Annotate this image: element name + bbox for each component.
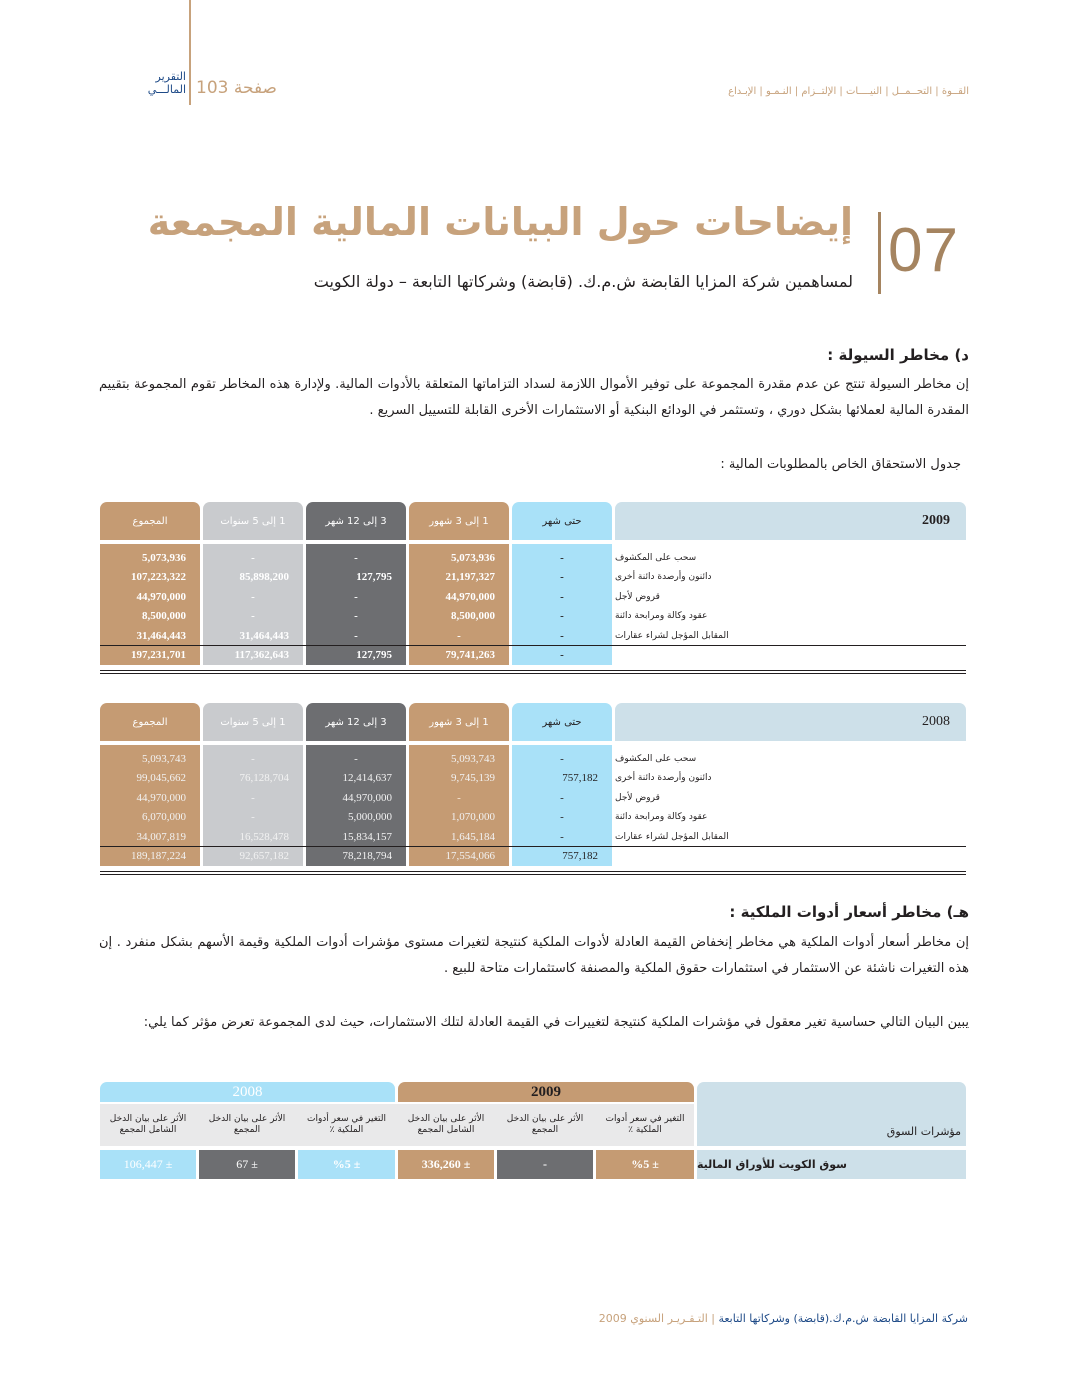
table-cell: 76,128,704 — [239, 772, 289, 784]
table-cell: 12,414,637 — [342, 772, 392, 784]
table-cell: 5,073,936 — [142, 551, 186, 564]
page-title: إيضاحات حول البيانات المالية المجمعة — [147, 200, 853, 244]
table-year-2009: 2009 — [615, 502, 966, 540]
report-label — [136, 70, 186, 96]
row-label: قروض لأجل — [615, 591, 660, 602]
section-number: 07 — [888, 216, 959, 285]
sensitivity-year-2008: 2008 — [100, 1082, 395, 1102]
row-label: المقابل المؤجل لشراء عقارات — [615, 831, 729, 842]
col-header-3-12-months: 3 إلى 12 شهر — [306, 703, 406, 741]
table-cell: - — [354, 629, 358, 642]
table-cell: - — [560, 752, 564, 765]
table-cell: 5,093,743 — [142, 752, 186, 765]
table-cell: 8,500,000 — [451, 610, 495, 622]
table-cell: - — [251, 551, 255, 564]
sensitivity-2008-comprehensive-header: الأثر على بيان الدخل الشامل المجمع — [109, 1114, 187, 1135]
table-cell: 15,834,157 — [342, 830, 392, 843]
table-cell: - — [560, 571, 564, 583]
total-row-line — [100, 645, 966, 646]
total-cell: 17,554,066 — [445, 850, 495, 862]
table-cell: 16,528,478 — [239, 830, 289, 843]
liquidity-heading: د) مخاطر السيولة : — [827, 346, 969, 364]
table-cell: 757,182 — [562, 772, 598, 784]
table-cell: - — [251, 752, 255, 765]
footer — [599, 1312, 968, 1325]
sensitivity-2009-comprehensive-value: 336,260 ± — [398, 1150, 494, 1179]
table-cell: - — [354, 551, 358, 564]
row-label: دائنون وأرصدة دائنة أخرى — [615, 773, 712, 783]
total-cell: 92,657,182 — [239, 850, 289, 862]
equity-paragraph-2: يبين البيان التالي حساسية تغير معقول في مؤشرات الملكية كنتيجة لتغييرات في القيمة العادلة لتلك الاستثمارات، حيث لدى المجموعة تعرض مؤثر كما يلي: — [143, 1015, 969, 1030]
table-cell: 44,970,000 — [342, 791, 392, 804]
row-label: دائنون وأرصدة دائنة أخرى — [615, 572, 712, 582]
sensitivity-2009-change-header: التغير في سعر أدوات الملكية ٪ — [605, 1114, 685, 1135]
table-cell: 34,007,819 — [136, 830, 186, 843]
table-cell: - — [457, 791, 461, 804]
table-cell: - — [251, 590, 255, 603]
col-header-3-12-months: 3 إلى 12 شهر — [306, 502, 406, 540]
row-label: سحب على المكشوف — [615, 753, 697, 764]
sensitivity-row-label: سوق الكويت للأوراق المالية — [697, 1150, 966, 1179]
table-separator — [100, 874, 966, 875]
sensitivity-year-2009: 2009 — [398, 1082, 694, 1102]
table-cell: - — [251, 791, 255, 804]
table-cell: 127,795 — [356, 571, 392, 583]
row-label: المقابل المؤجل لشراء عقارات — [615, 630, 729, 641]
col-header-total: المجموع — [100, 703, 200, 741]
table-cell: 1,645,184 — [451, 830, 495, 843]
table-cell: - — [560, 551, 564, 564]
equity-heading: هـ) مخاطر أسعار أدوات الملكية : — [729, 903, 969, 921]
row-label: عقود وكالة ومرابحة دائنة — [615, 611, 708, 621]
page-indicator — [196, 78, 277, 98]
sensitivity-2009-income-value: - — [497, 1150, 593, 1179]
table-cell: 99,045,662 — [136, 772, 186, 784]
sensitivity-2009-income-header: الأثر على بيان الدخل المجمع — [506, 1114, 584, 1135]
sensitivity-2008-change-value: %5 ± — [298, 1150, 395, 1179]
header-divider — [189, 0, 191, 105]
row-label: سحب على المكشوف — [615, 552, 697, 563]
table-cell: - — [560, 629, 564, 642]
sensitivity-2008-change-header: التغير في سعر أدوات الملكية ٪ — [306, 1114, 387, 1135]
sensitivity-2008-income-value: 67 ± — [199, 1150, 295, 1179]
row-label: قروض لأجل — [615, 792, 660, 803]
table-cell: 107,223,322 — [131, 571, 186, 583]
values-line: القــوة | التحــمــل | النيــــات | الإلتــزام | النـمـو | الإبـداع — [728, 86, 969, 97]
table-cell: 6,070,000 — [142, 811, 186, 823]
sensitivity-2009-comprehensive-header: الأثر على بيان الدخل الشامل المجمع — [407, 1114, 485, 1135]
table-cell: 44,970,000 — [136, 791, 186, 804]
equity-paragraph-1: إن مخاطر أسعار أدوات الملكية هي مخاطر إنخفاض القيمة العادلة لأدوات الملكية كنتيجة لتغيرات مستوى مؤشرات أدوات الملكية وقيمة الأسهم بشكل منفرد . إن هذه التغيرات ناشئة عن الاستثمار في استثمارات حقوق الملكية والمصنفة كاستثمارات متاحة للبيع . — [99, 935, 969, 976]
sensitivity-2009-change-value: %5 ± — [596, 1150, 694, 1179]
table-cell: 44,970,000 — [136, 590, 186, 603]
table-cell: 9,745,139 — [451, 772, 495, 784]
footer-company: شركة المزايا القابضة ش.م.ك.(قابضة) وشركاتها التابعة — [718, 1312, 968, 1325]
table-cell: - — [560, 610, 564, 622]
col-header-upto-1-month: حتى شهر — [512, 703, 612, 741]
total-cell: 757,182 — [562, 850, 598, 862]
total-cell: 189,187,224 — [131, 850, 186, 862]
row-label: عقود وكالة ومرابحة دائنة — [615, 812, 708, 822]
table-cell: - — [251, 811, 255, 823]
table-cell: - — [560, 830, 564, 843]
total-cell: - — [560, 649, 564, 661]
sensitivity-2008-comprehensive-value: 106,447 ± — [100, 1150, 196, 1179]
table-cell: 85,898,200 — [239, 571, 289, 583]
table-separator — [100, 670, 966, 671]
col-header-total: المجموع — [100, 502, 200, 540]
maturity-table-caption: جدول الاستحقاق الخاص بالمطلوبات المالية : — [720, 457, 961, 472]
total-row-line — [100, 846, 966, 847]
table-cell: 31,464,443 — [136, 629, 186, 642]
table-cell: 8,500,000 — [142, 610, 186, 622]
col-header-upto-1-month: حتى شهر — [512, 502, 612, 540]
footer-divider: | — [707, 1312, 715, 1325]
footer-report: التـقـريـر السنوي 2009 — [598, 1312, 708, 1325]
table-cell: - — [560, 791, 564, 804]
col-header-1-3-months: 1 إلى 3 شهور — [409, 703, 509, 741]
total-cell: 117,362,643 — [234, 649, 289, 661]
report-label-line-2: المالـــي — [147, 83, 186, 96]
col-header-1-5-years: 1 إلى 5 سنوات — [203, 502, 303, 540]
page-label: صفحة — [233, 78, 277, 98]
col-header-1-5-years: 1 إلى 5 سنوات — [203, 703, 303, 741]
table-cell: 5,073,936 — [451, 551, 495, 564]
table-cell: - — [251, 610, 255, 622]
title-divider — [878, 212, 881, 294]
total-cell: 79,741,263 — [445, 649, 495, 661]
table-cell: - — [354, 590, 358, 603]
total-cell: 197,231,701 — [131, 649, 186, 661]
report-label-line-1: التقرير — [155, 70, 186, 83]
table-cell: - — [354, 752, 358, 765]
table-separator — [100, 673, 966, 674]
table-cell: 5,000,000 — [348, 811, 392, 823]
table-cell: 1,070,000 — [451, 811, 495, 823]
sensitivity-2008-income-header: الأثر على بيان الدخل المجمع — [208, 1114, 286, 1135]
table-cell: 31,464,443 — [239, 629, 289, 642]
table-cell: 44,970,000 — [445, 590, 495, 603]
table-cell: 21,197,327 — [445, 571, 495, 583]
page-number: 103 — [196, 78, 229, 98]
table-year-2008: 2008 — [615, 703, 966, 741]
page-subtitle: لمساهمين شركة المزايا القابضة ش.م.ك. (قابضة) وشركاتها التابعة – دولة الكويت — [313, 272, 853, 291]
sensitivity-row-header: مؤشرات السوق — [886, 1125, 961, 1138]
table-separator — [100, 871, 966, 872]
col-header-1-3-months: 1 إلى 3 شهور — [409, 502, 509, 540]
table-cell: - — [457, 629, 461, 642]
table-cell: - — [354, 610, 358, 622]
liquidity-paragraph: إن مخاطر السيولة تنتج عن عدم مقدرة المجموعة على توفير الأموال اللازمة لسداد التزاماتها المتعلقة بالأدوات المالية. ولإدارة هذه المخاطر تقوم المجموعة بتقييم المقدرة المالية لعملائها بشكل دوري ، وتستثمر في الودائع البنكية أو الاستثمارات الأخرى القابلة للتسييل السريع . — [99, 377, 969, 418]
total-cell: 78,218,794 — [342, 850, 392, 862]
table-cell: 5,093,743 — [451, 752, 495, 765]
table-cell: - — [560, 811, 564, 823]
total-cell: 127,795 — [356, 649, 392, 661]
table-cell: - — [560, 590, 564, 603]
